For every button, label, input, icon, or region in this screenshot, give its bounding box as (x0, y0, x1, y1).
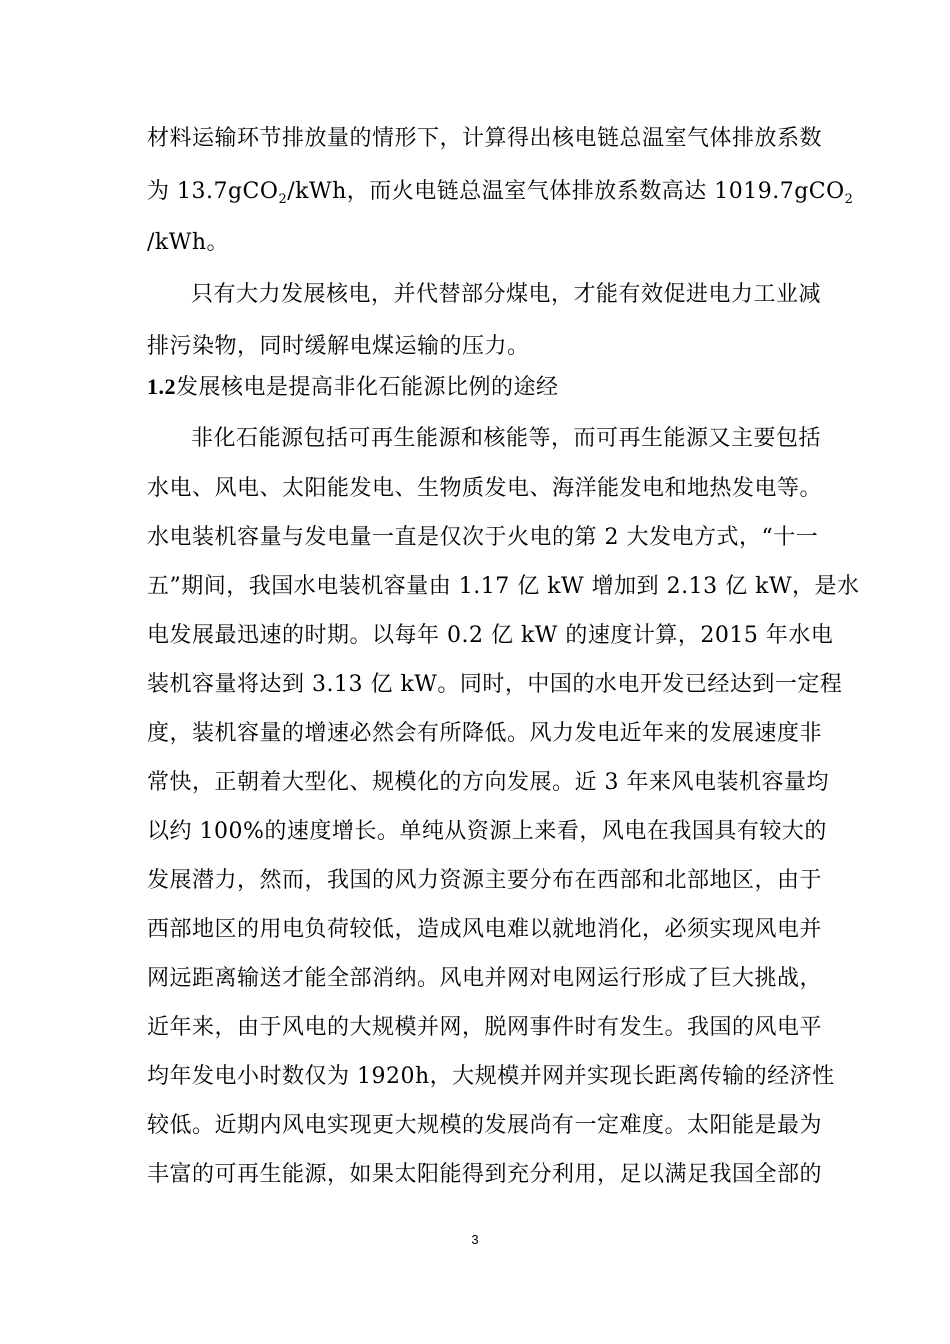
section-number: 1.2 (147, 374, 176, 399)
section-title: 发展核电是提高非化石能源比例的途经 (176, 375, 559, 400)
text-segment: 为 13.7gCO (147, 179, 279, 204)
paragraph-first-line: 只有大力发展核电，并代替部分煤电，才能有效促进电力工业减 (191, 282, 822, 307)
body-text-line: 五”期间，我国水电装机容量由 1.17 亿 kW 增加到 2.13 亿 kW，是水 (147, 574, 860, 599)
body-text-line: 均年发电小时数仅为 1920h，大规模并网并实现长距离传输的经济性 (147, 1064, 835, 1089)
section-heading (147, 372, 807, 404)
subscript: 2 (844, 192, 854, 207)
body-text-line: 度，装机容量的增速必然会有所降低。风力发电近年来的发展速度非 (147, 721, 823, 746)
body-text-line: 电发展最迅速的时期。以每年 0.2 亿 kW 的速度计算，2015 年水电 (147, 623, 834, 648)
body-text-line: 常快，正朝着大型化、规模化的方向发展。近 3 年来风电装机容量均 (147, 770, 829, 795)
body-text-line: 发展潜力，然而，我国的风力资源主要分布在西部和北部地区，由于 (147, 868, 823, 893)
body-text-line: 排污染物，同时缓解电煤运输的压力。 (147, 334, 530, 359)
page-number: 3 (471, 1232, 479, 1247)
body-text-line: 以约 100%的速度增长。单纯从资源上来看，风电在我国具有较大的 (147, 819, 827, 844)
body-text-line: 近年来，由于风电的大规模并网，脱网事件时有发生。我国的风电平 (147, 1015, 823, 1040)
body-text-line: 水电、风电、太阳能发电、生物质发电、海洋能发电和地热发电等。 (147, 476, 823, 501)
body-text-line: 较低。近期内风电实现更大规模的发展尚有一定难度。太阳能是最为 (147, 1113, 823, 1138)
body-text-line: 西部地区的用电负荷较低，造成风电难以就地消化，必须实现风电并 (147, 917, 823, 942)
body-text-line: 网远距离输送才能全部消纳。风电并网对电网运行形成了巨大挑战， (147, 966, 823, 991)
paragraph-first-line: 非化石能源包括可再生能源和核能等，而可再生能源又主要包括 (191, 426, 822, 451)
body-text-line: /kWh。 (147, 230, 230, 255)
body-text-line (147, 177, 854, 209)
subscript: 2 (278, 192, 288, 207)
body-text-line: 水电装机容量与发电量一直是仅次于火电的第 2 大发电方式，“十一 (147, 525, 819, 550)
text-segment: /kWh，而火电链总温室气体排放系数高达 1019.7gCO (287, 179, 845, 204)
body-text-line: 丰富的可再生能源，如果太阳能得到充分利用，足以满足我国全部的 (147, 1162, 823, 1187)
body-text-line: 材料运输环节排放量的情形下，计算得出核电链总温室气体排放系数 (147, 126, 823, 151)
body-text-line: 装机容量将达到 3.13 亿 kW。同时，中国的水电开发已经达到一定程 (147, 672, 843, 697)
